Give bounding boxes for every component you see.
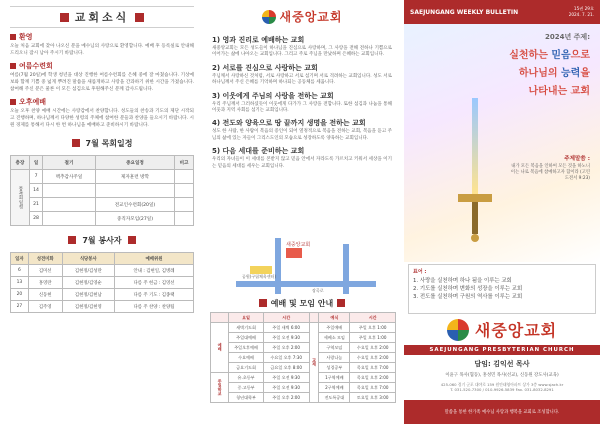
theme-line-2: 하나님의 능력을	[518, 68, 590, 79]
park-icon	[250, 266, 272, 274]
map-church-label: 새중앙교회	[286, 242, 311, 248]
news-item: 환영 오늘 처음 교회에 찾아 나오신 분을 예수님의 사랑으로 환영합니다. 예배 후 등록실로 안내해 드리오니 잠시 남아 주시기 바랍니다.	[10, 33, 194, 56]
square-icon	[135, 13, 144, 22]
map-school-label: 공원(구립체육센터)	[242, 274, 277, 279]
church-logo-icon	[262, 10, 276, 24]
sword-illustration-icon	[428, 94, 518, 244]
table-row: 28 중직자모임(27일)	[11, 212, 194, 226]
table-row: 6 김미선 김현정/김성란 안내 : 김현일, 김병례	[11, 265, 194, 277]
table-row: 주일학교 유.초등부 주일 오전 9:30 1구역예배 목요일 오후 2:00	[211, 373, 396, 383]
map-road-label: 장곡로	[312, 288, 324, 293]
senior-pastor: 담임: 김익선 목사	[474, 360, 530, 368]
volunteer-title: 7월 봉사자	[10, 232, 194, 248]
square-icon	[128, 236, 136, 244]
location-map	[226, 238, 386, 294]
vision-item: 4) 전도와 양육으로 땅 끝까지 생명을 전하는 교회 성도 한 사람, 한 사람이 복음의 증인이 되어 열정적으로 복음을 전하는 교회, 복음을 듣고 주님의 삶에 있는 자들이 그리스도인의 모습으로 성장하도록 양육하는 교회입니다.	[212, 119, 392, 141]
table-row: 예배 새벽기도회 주일 새벽 6:00 교제 주일예배 주일 오후 1:00	[211, 323, 396, 333]
square-icon	[72, 139, 80, 147]
table-row: 수요예배 수요일 오후 7:30 사랑나눔 수요일 오후 2:00	[211, 353, 396, 363]
vision-panel	[204, 0, 400, 424]
theme-label: 2024년 주제:	[544, 33, 590, 41]
footer-slogan: 말씀을 통한 한가족 예수님 사랑과 행복을 교회로 조성합니다.	[404, 400, 600, 424]
bullet-icon	[10, 34, 16, 40]
vision-item: 2) 서로를 진심으로 사랑하는 교회 주님께서 사랑하신 것처럼, 서로 사랑하고 서로 섬기며 서로 격려하는 교회입니다. 성도 서로 하나님께서 주신 은혜를 기억하며 하나되는 공동체를 세웁니다.	[212, 63, 392, 86]
bullet-icon	[10, 99, 16, 105]
theme-verse: 내가 모든 복음을 인하여 모든 것을 하노니 이는 나로 복음에 참예하고자 함이라 (고린도전서 9:23)	[510, 164, 590, 181]
table-row: 금요기도회 금요일 오후 8:00 성경공부 목요일 오후 7:00	[211, 363, 396, 373]
news-panel	[4, 0, 200, 424]
table-row: 주일대예배 주일 오전 9:30 세베소 모임 주일 오후 1:00	[211, 333, 396, 343]
square-icon	[60, 13, 69, 22]
motto-box: 표어 : 1. 사랑을 실천하며 하나 됨을 이루는 교회 2. 기도를 실천하며 변화의 성장을 이루는 교회 3. 전도를 실천하며 구원의 역사를 이루는 교회	[408, 264, 596, 314]
staff-list: 이윤구 목사(협동), 홍성민 목사(선교), 신동원 강도사(교육)	[445, 373, 559, 378]
service-table: 요일 시간 예식 시간 예배 새벽기도회 주일 새벽 6:00 교제 주일예배 주일 오후 1:00 주일대예배 주일 오전 9:30 세베소 모임 주일 오후 1:00 주일오후예배 주일 오후 2:00 구역모임 수요일 오후 2:00 수요예배 수요일 오후 7:30 사랑나눔 수요일 오후 2:00 금요기도회 금요일 오후 8:00 성경공부 목요일 오후 7:00 주일학교 유.초등부 주일 오전 9:30 1구역예배 목요일 오후 2:00 중.고등부 주일 오전 9:30 2구역예배 목요일 오후 7:00 청년대학부 주일 오후 2:00 전도특공대 토요일 오후 3:00	[210, 312, 396, 403]
news-item: 여름수련회 여름(7월 20일)에 학생 청년을 대상 진행한 여름수련회를 은혜 중에 잘 마쳤습니다. 기상예보와 함께 기쁨 중 넓게 뿌려진 말씀을 새롭게하고 사랑을 간과하기 위한 시간을 가졌습니다. 참여해 주신 분은 물론 이 모든 섬김으로 후원해주신 분께 감사드립니다.	[10, 62, 194, 92]
table-row: 주일오후예배 주일 오후 2:00 구역모임 수요일 오후 2:00	[211, 343, 396, 353]
church-logo: 새중앙교회	[404, 318, 600, 341]
table-row: 청년대학부 주일 오후 2:00 전도특공대 토요일 오후 3:00	[211, 393, 396, 403]
news-item: 오후예배 오늘 오후 찬양 예배 시간에는 사랑감에서 찬양합니다. 성도들의 찬송과 기도의 제단 시작되고 진행하며, 하나님께서 다양한 성령의 주체에 참여한 분들과 찬양을 들으시기 바랍니다. 시원 경제를 통해서 다시 한 번 하나님을 예배하고 준비하시기 바랍니다.	[10, 98, 194, 128]
theme-line-3: 나타내는 교회	[528, 86, 590, 97]
church-logo-icon	[447, 319, 469, 341]
square-icon	[259, 299, 267, 307]
table-row: 13 홍영란 김현정/김영순 다름 주 헌금 : 김영선	[11, 277, 194, 289]
vision-item: 5) 다음 세대를 준비하는 교회 우리의 자녀들이 이 세대를 본받지 않고 믿음 안에서 자라도록 가르치고 키워서 세상을 이기는 믿음의 세대를 세우는 교회입니다.	[212, 147, 392, 169]
table-row: 14	[11, 184, 194, 198]
table-row: 21 전교인수련회(20일)	[11, 198, 194, 212]
church-phone: T. 031-520-7300 / 010-9926-5839 Fax. 031-8032-8291	[450, 387, 554, 393]
motto-item: 1. 사랑을 실천하며 하나 됨을 이루는 교회	[413, 278, 512, 284]
table-row: 통목회일정 7 맥추감사주일 제자훈련 방학	[11, 170, 194, 184]
vision-item: 3) 이웃에게 주님의 사랑을 전하는 교회 우리 주님께서 그러하셨듯이 이웃에게 다가가 그 사랑을 전합니다. 또한 섬김과 나눔을 통해 이웃과 지역 사회를 섬기는 교회입니다.	[212, 91, 392, 114]
brand-logo: 새중앙교회	[204, 8, 400, 25]
cover-artwork	[404, 24, 600, 262]
service-title: 예배 및 모임 안내	[204, 296, 400, 310]
table-row: 27 김주영 김현정/김현영 다름 주 찬양 : 찬양팀	[11, 301, 194, 313]
table-row: 20 신동현 김현정/김현남 다름 주 기도 : 김종택	[11, 289, 194, 301]
church-info	[404, 316, 600, 392]
vision-item: 1) 영과 진리로 예배하는 교회 새중앙교회는 모든 성도들이 하나님을 진심으로 사랑하며, 그 사랑을 전해 전하나 기쁨으로 이어가는 삶에 나아오는 교회입니다. 그리고 주로 주님을 만났하며 은혜하는 교회입니다.	[212, 36, 392, 58]
church-marker-icon	[286, 248, 302, 258]
july-schedule-title: 7월 목회일정	[10, 135, 194, 151]
church-english-name: SAEJUNGANG PRESBYTERIAN CHURCH	[404, 345, 600, 355]
motto-item: 3. 전도를 실천하며 구원의 역사를 이루는 교회	[413, 294, 523, 300]
issue-info: 15권 29호 2024. 7. 21.	[568, 6, 594, 17]
motto-item: 2. 기도를 실천하며 변화의 성장을 이루는 교회	[413, 286, 523, 292]
square-icon	[337, 299, 345, 307]
july-schedule-table: 층장 일 절기 중요일정 비고 통목회일정 7 맥추감사주일 제자훈련 방학 14 21 전교인수련회(20일) 28 중직자모임(27일)	[10, 155, 194, 226]
theme-line-1: 실천하는 믿음으로	[509, 50, 590, 61]
cover-panel	[404, 0, 600, 424]
bullet-icon	[10, 63, 16, 69]
verse-title: 주제말씀 :	[564, 156, 590, 162]
bulletin-header: SAEJUNGANG WEEKLY BULLETIN 15권 29호 2024. 7. 21.	[404, 0, 600, 24]
volunteer-table: 일자 성전미화 식당봉사 예배위원 6 김미선 김현정/김성란 안내 : 김현일, 김병례 13 홍영란 김현정/김영순 다름 주 헌금 : 김영선 20 신동현 김현정/김현남 다름 주 기도 : 김종택 27 김주영 김현정/김현영 다름 주 찬양 : 찬양팀	[10, 252, 194, 313]
square-icon	[68, 236, 76, 244]
table-row: 중.고등부 주일 오전 9:30 2구역예배 목요일 오후 7:00	[211, 383, 396, 393]
news-title: 교회소식	[10, 6, 194, 28]
church-address: 425-060 경기 군포 대야로 159 원안태영아파트 상가 3층 www.sjach.kr	[440, 382, 564, 387]
